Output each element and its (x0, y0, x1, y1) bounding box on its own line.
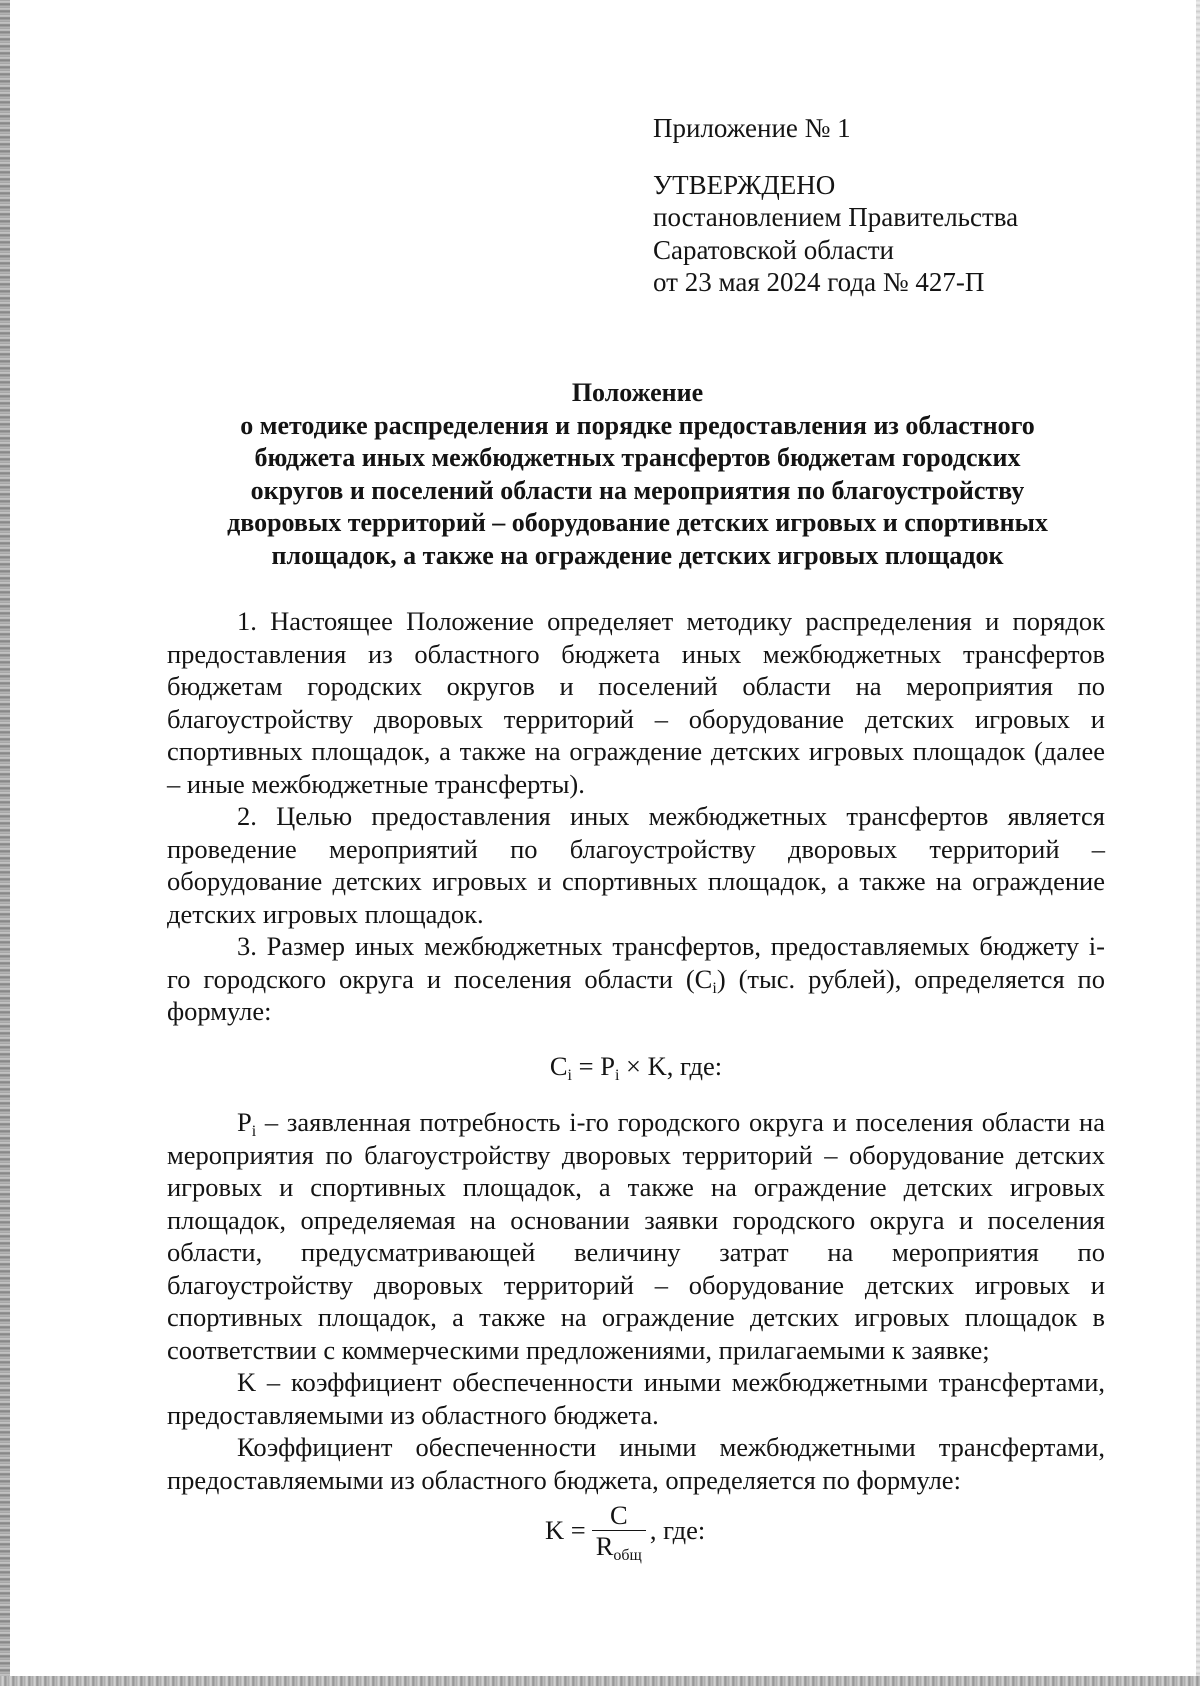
formula-symbol: R (595, 1531, 614, 1561)
paragraph-4-text: – заявленная потребность i-го городского округа и поселения области на мероприятия по благоустройству дворовых территорий – оборудование детских игровых и спортивных площадок, а также на ограждение детских игровых площадок, определяемая на основании заявки городского округа и поселения области, предусматривающей величину затрат на мероприятия по благоустройству дворовых территорий – оборудование детских игровых и спортивных площадок, а также на ограждение детских игровых площадок в соответствии с коммерческими предложениями, прилагаемыми к заявке; (167, 1107, 1105, 1365)
approval-line: постановлением Правительства (653, 202, 1019, 232)
approval-line: Саратовской области (653, 234, 894, 265)
document-body (167, 605, 1105, 1496)
title-line: площадок, а также на ограждение детских игровых площадок (271, 540, 1004, 570)
paragraph-5: K – коэффициент обеспеченности иными межбюджетными трансфертами, предоставляемыми из областного бюджета. (167, 1367, 1105, 1430)
approval-block (653, 112, 1153, 299)
subscript: i (251, 1123, 257, 1140)
title-line: бюджета иных межбюджетных трансфертов бюджетам городских (254, 443, 1021, 472)
paragraph-3 (167, 930, 1105, 1028)
formula-ci (167, 1050, 1105, 1083)
fraction-denominator (592, 1531, 646, 1564)
subscript: i (712, 979, 717, 997)
approved-label: УТВЕРЖДЕНО (653, 169, 836, 200)
formula-symbol: P (237, 1107, 252, 1137)
title-line: о методике распределения и порядке предоставления из областного (240, 410, 1035, 440)
subscript: i (614, 1066, 620, 1084)
approval-date: от 23 мая 2024 года № 427-П (653, 267, 985, 297)
title-line: округов и поселений области на мероприятия по благоустройству (250, 475, 1025, 505)
paragraph-3-text-end: ) (тыс. рублей), определяется по формуле: (167, 963, 1105, 1026)
formula-lhs: K = (545, 1515, 586, 1545)
paragraph-6: Коэффициент обеспеченности иными межбюджетными трансфертами, предоставляемыми из областного бюджета, определяется по формуле: (167, 1432, 1105, 1495)
scan-edge-right (1196, 0, 1200, 1686)
title-line: дворовых территорий – оборудование детских игровых и спортивных (227, 508, 1048, 537)
scan-edge-bottom (0, 1676, 1200, 1686)
formula-k (545, 1500, 706, 1564)
paragraph-4 (167, 1106, 1105, 1366)
formula-text: × K, где: (619, 1050, 723, 1081)
document-title (150, 377, 1125, 572)
scan-edge-left (0, 0, 10, 1686)
title-heading: Положение (571, 378, 704, 407)
paragraph-3-text: 3. Размер иных межбюджетных трансфертов, предоставляемых бюджету i-го городского округа и поселения области (C (167, 931, 1105, 994)
annex-number: Приложение № 1 (653, 113, 851, 143)
paragraph-2: 2. Целью предоставления иных межбюджетных трансфертов является проведение мероприятий по благоустройству дворовых территорий – оборудование детских игровых и спортивных площадок, а также на ограждение детских игровых площадок. (167, 801, 1105, 929)
formula-text: , где: (649, 1515, 706, 1545)
fraction (592, 1500, 646, 1564)
subscript: общ (613, 1547, 642, 1564)
fraction-numerator: C (609, 1500, 628, 1530)
paragraph-1: 1. Настоящее Положение определяет методику распределения и порядок предоставления из областного бюджета иных межбюджетных трансфертов бюджетам городских округов и поселений области на мероприятия по благоустройству дворовых территорий – оборудование детских игровых и спортивных площадок, а также на ограждение детских игровых площадок (далее – иные межбюджетные трансферты). (167, 606, 1105, 799)
subscript: i (567, 1066, 572, 1084)
formula-symbol: = P (572, 1050, 615, 1081)
formula-symbol: C (549, 1050, 568, 1081)
